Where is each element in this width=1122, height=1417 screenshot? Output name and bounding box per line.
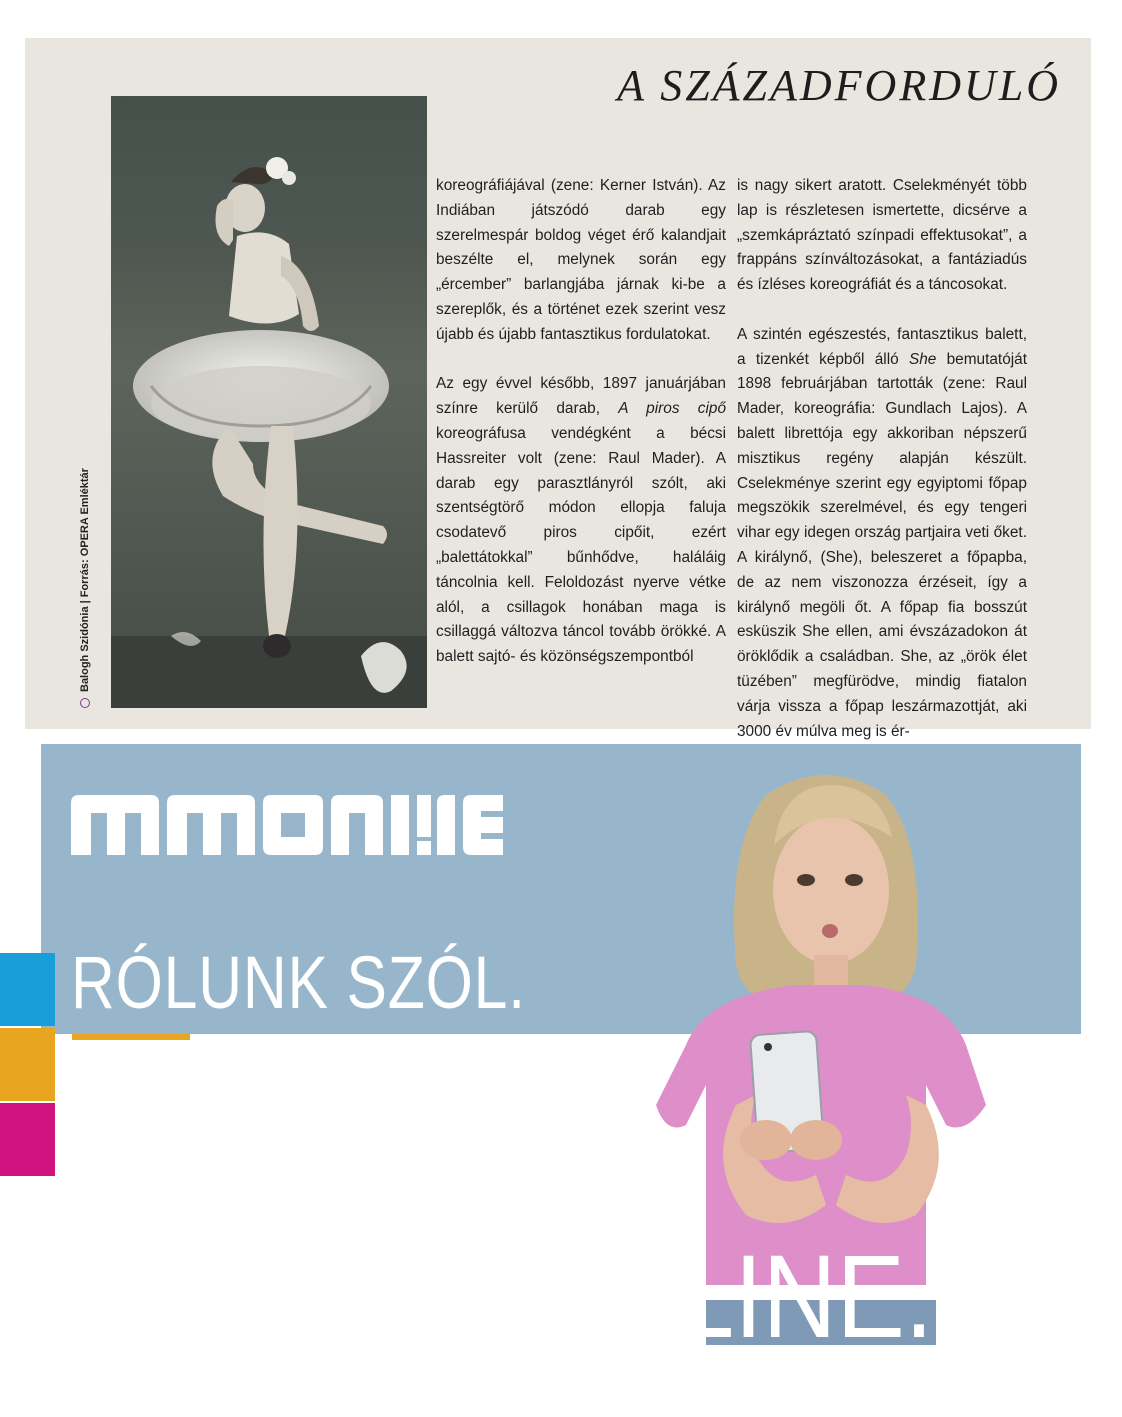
paragraph-text: bemutatóját 1898 februárjában tartották (zene: Raul Mader, koreográfia: Gundlach Lajos). A balett librettója egy akkoriban népszerű misztikus regény alapján készült. Cselekménye szerint egy egyiptomi főpap megszökik szerelmével, és egy tengeri vihar egy idegen ország partjaira veti őket. A királynő, (She), beleszeret a főpapba, de az nem viszonozza érzéseit, így a királynő megöli őt. A főpap fia bosszút esküszik She ellen, ami évszázadokon át öröklődik a családban. She, az „örök élet tüzében” megfürödve, mindig fiatalon várja vissza a főpap leszármazottját, aki 3000 év múlva meg is ér- bbox=[737, 350, 1028, 740]
ballet-title: She bbox=[908, 350, 937, 368]
accent-bar-orange bbox=[0, 1028, 55, 1101]
website-url-text[interactable]: WWW.MMONLINE.HU bbox=[41, 1231, 1081, 1363]
credit-circle-icon bbox=[80, 698, 90, 708]
paragraph: koreográfiájával (zene: Kerner István). Az Indiában játszódó darab egy szerelmespár boldog véget érő kalandjait beszélte el, melynek során egy „ércember” barlangjába járnak ki-be a szereplők, és a történet ezek szerint vesz újabb és újabb fantasztikus fordulatokat. bbox=[436, 177, 726, 343]
ballerina-photo bbox=[111, 96, 427, 708]
article-column-2 bbox=[737, 174, 1027, 744]
headline-underline bbox=[72, 1034, 190, 1040]
ballet-title: A piros cipő bbox=[618, 400, 727, 418]
paragraph-text: koreográfusa vendégként a bécsi Hassreiter volt (zene: Raul Mader). A darab egy parasztlányról szólt, aki szentségtörő módon ellopja faluja csodatevő piros cipőit, ezért „balettátokkal” bűnhődve, haláláig táncolnia kell. Feloldozást nyerve vétke alól, a csillagok honában maga is csillaggá változva táncol tovább örökké. A balett sajtó- és közönségszempontból bbox=[436, 424, 726, 666]
ad-body-text: Kövesd a marketing-, a média-, az ügynökségi és az üzleti világ legfontosabb híreit online! bbox=[71, 1085, 586, 1144]
paragraph bbox=[737, 323, 1027, 745]
paragraph-text: Az egy évvel később, 1897 januárjában színre kerülő darab, bbox=[436, 375, 726, 418]
paragraph bbox=[436, 372, 726, 670]
ballerina-illustration bbox=[111, 96, 427, 708]
article-panel bbox=[25, 38, 1091, 740]
ad-headline: RÓLUNK SZÓL. bbox=[71, 941, 526, 1024]
section-title: A SZÁZADFORDULÓ bbox=[617, 61, 1061, 110]
accent-bar-magenta bbox=[0, 1103, 55, 1176]
paragraph-text: A szintén egészestés, fantasztikus balett, a tizenkét képből álló bbox=[737, 325, 1027, 368]
mmonline-logo-mark bbox=[71, 795, 503, 855]
photo-credit-text: Balogh Szidónia | Forrás: OPERA Emléktár bbox=[79, 468, 91, 692]
paragraph: is nagy sikert aratott. Cselekményét több lap is részletesen ismertette, dicsérve a „szemkápráztató színpadi effektusokat”, a frappáns színváltozásokat, a fantáziadús és ízléses koreográfiát és a táncosokat. bbox=[737, 177, 1027, 294]
article-column-1 bbox=[436, 174, 726, 670]
website-url[interactable] bbox=[41, 1231, 1081, 1363]
accent-bar-blue bbox=[0, 953, 55, 1026]
mmonline-logo bbox=[71, 795, 503, 860]
photo-credit bbox=[76, 468, 94, 708]
